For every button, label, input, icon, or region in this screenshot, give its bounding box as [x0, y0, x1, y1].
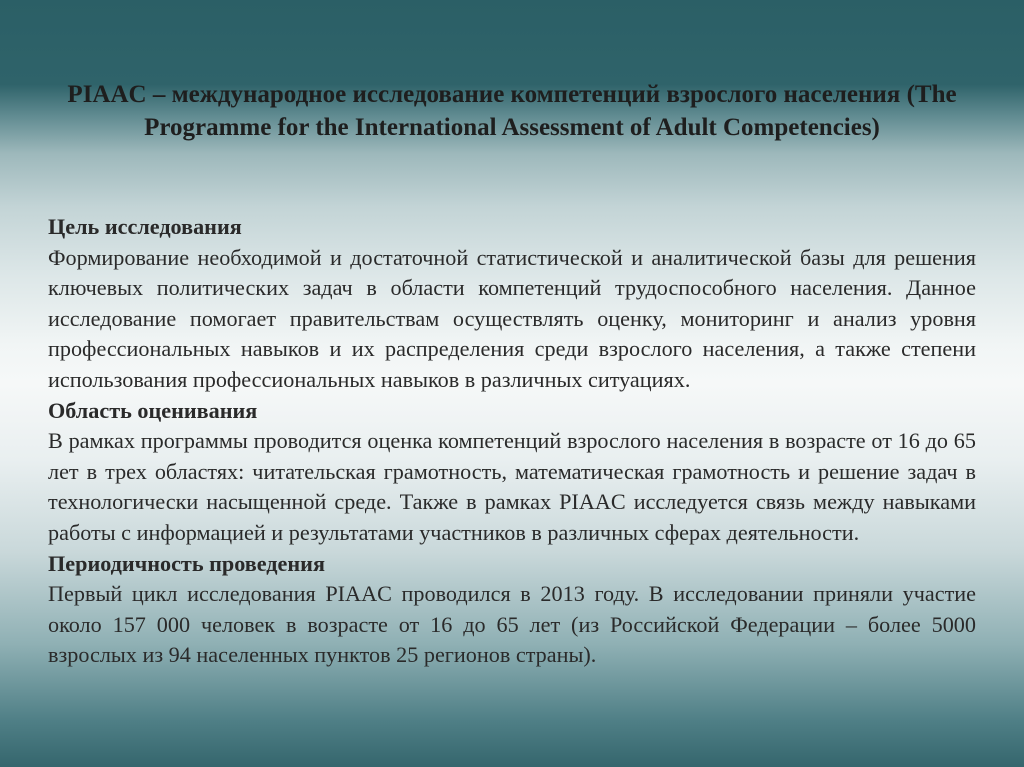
section-text-scope: В рамках программы проводится оценка компетенций взрослого населения в возрасте от 16 до 65 лет в трех областях: читательская грамотность, математическая грамотность и решение задач в технологически насыщенной среде. Также в рамках PIAAC исследуется связь между навыками работы с информацией и результатами участников в различных сферах деятельности.	[48, 428, 976, 545]
slide-body	[48, 212, 976, 671]
section-text-goal: Формирование необходимой и достаточной статистической и аналитической базы для решения ключевых политических задач в области компетенций трудоспособного населения. Данное исследование помогает правительствам осуществлять оценку, мониторинг и анализ уровня профессиональных навыков и их распределения среди взрослого населения, а также степени использования профессиональных навыков в различных ситуациях.	[48, 244, 976, 392]
slide-title: PIAAC – международное исследование компетенций взрослого населения (The Programme for the International Assessment of Adult Competencies)	[67, 81, 957, 141]
section-text-periodicity: Первый цикл исследования PIAAC проводился в 2013 году. В исследовании приняли участие около 157 000 человек в возрасте от 16 до 65 лет (из Российской Федерации – более 5000 взрослых из 94 населенных пунктов 25 регионов страны).	[48, 581, 976, 668]
section-heading-scope: Область оценивания	[48, 397, 258, 423]
section-heading-goal: Цель исследования	[48, 214, 242, 239]
section-heading-periodicity: Периодичность проведения	[48, 550, 325, 576]
